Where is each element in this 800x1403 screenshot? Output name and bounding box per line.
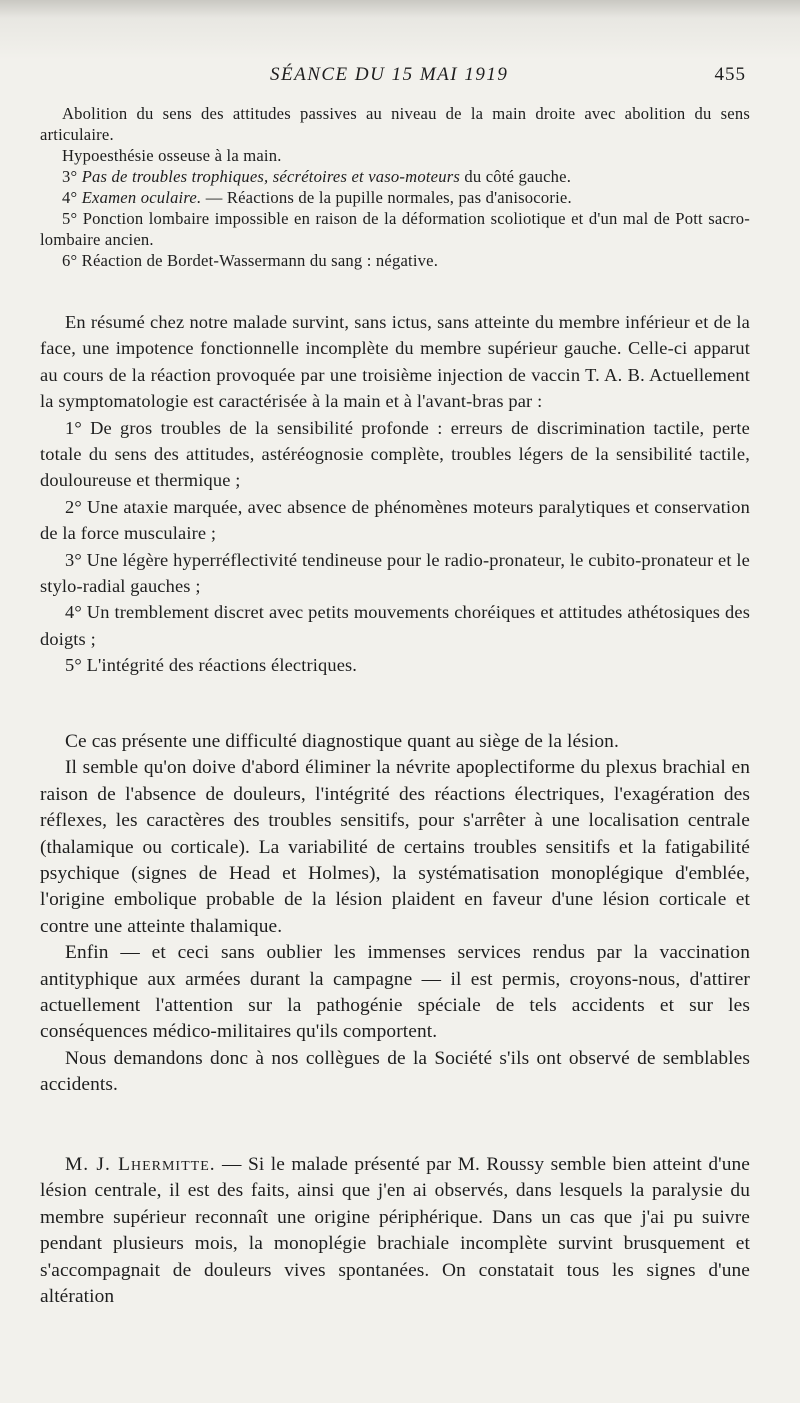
lhermitte-section <box>40 1152 750 1310</box>
exam-item-number: 4° <box>62 188 78 207</box>
discussion-section <box>40 729 750 1099</box>
running-title: SÉANCE DU 15 MAI 1919 <box>270 64 509 85</box>
exam-paragraph-lumbar: 5° Ponction lombaire impossible en raison de la déformation scoliotique et d'un mal de Pott sacro-lombaire ancien. <box>40 209 750 249</box>
page-header <box>0 64 800 92</box>
exam-item-title: Examen oculaire. <box>81 188 202 207</box>
exam-item-number: 3° <box>62 167 78 186</box>
lhermitte-paragraph <box>40 1152 750 1310</box>
exam-item-title: Pas de troubles trophiques, sécrétoires et vaso-moteurs <box>81 167 461 186</box>
lhermitte-text: — Si le malade présenté par M. Roussy semble bien atteint d'une lésion centrale, il est des faits, ainsi que j'en ai observés, dans lesquels la paralysie du membre supérieur reconnaît une origine périphérique. Dans un cas que j'ai pu suivre pendant plusieurs mois, la monoplégie brachiale incomplète survint brusquement et s'accompagnait de douleurs vives spontanées. On constatait tous les signes d'une altération <box>40 1154 751 1308</box>
discussion-paragraph-3: Enfin — et ceci sans oublier les immenses services rendus par la vaccination antityphique aux armées durant la campagne — il est permis, croyons-nous, d'attirer actuellement l'attention sur la pathogénie spéciale de tels accidents et sur les conséquences médico-militaires qu'ils comportent. <box>40 942 750 1043</box>
summary-item-4: 4° Un tremblement discret avec petits mouvements choréiques et attitudes athétosiques des doigts ; <box>40 602 750 649</box>
summary-section <box>40 309 750 679</box>
summary-item-3: 3° Une légère hyperréflectivité tendineuse pour le radio-pronateur, le cubito-pronateur et le stylo-radial gauches ; <box>40 549 750 597</box>
discussion-paragraph-2: Il semble qu'on doive d'abord éliminer la névrite apoplectiforme du plexus brachial en raison de l'absence de douleurs, l'intégrité des réactions électriques, l'exagération des réflexes, les caractères des troubles sensitifs, pour s'arrêter à une localisation centrale (thalamique ou corticale). La variabilité de certains troubles sensitifs et la fatigabilité psychique (signes de Head et Holmes), la systématisation monoplégique d'emblée, l'origine embolique probable de la lésion plaident en faveur d'une lésion corticale et contre une atteinte thalamique. <box>40 757 750 937</box>
summary-item-1: 1° De gros troubles de la sensibilité profonde : erreurs de discrimination tactile, perte totale du sens des attitudes, astéréognosie complète, troubles légers de la sensibilité tactile, douloureuse et thermique ; <box>40 417 750 491</box>
speaker-name: M. J. Lhermitte. <box>65 1154 216 1175</box>
summary-intro: En résumé chez notre malade survint, sans ictus, sans atteinte du membre inférieur et de la face, une impotence fonctionnelle incomplète du membre supérieur gauche. Celle-ci apparut au cours de la réaction provoquée par une troisième injection de vaccin T. A. B. Actuellement la symptomatologie est caractérisée à la main et à l'avant-bras par : <box>40 312 750 412</box>
exam-findings-section <box>40 103 750 271</box>
exam-paragraph-attitudes: Abolition du sens des attitudes passives au niveau de la main droite avec abolition du sens articulaire. <box>40 104 750 144</box>
exam-paragraph-wassermann: 6° Réaction de Bordet-Wassermann du sang : négative. <box>62 251 439 270</box>
discussion-paragraph-1: Ce cas présente une difficulté diagnostique quant au siège de la lésion. <box>65 731 619 752</box>
exam-item-text: du côté gauche. <box>464 167 572 186</box>
page-top-edge-shadow <box>0 0 800 60</box>
exam-paragraph-hypoesthesia: Hypoesthésie osseuse à la main. <box>62 146 282 165</box>
exam-paragraph-trophic <box>40 166 750 187</box>
exam-item-text: — Réactions de la pupille normales, pas d'anisocorie. <box>205 188 572 207</box>
exam-paragraph-ocular <box>40 187 750 208</box>
page-number: 455 <box>714 64 746 85</box>
summary-item-2: 2° Une ataxie marquée, avec absence de phénomènes moteurs paralytiques et conservation de la force musculaire ; <box>40 496 750 544</box>
summary-item-5: 5° L'intégrité des réactions électriques. <box>65 655 358 676</box>
discussion-paragraph-4: Nous demandons donc à nos collègues de la Société s'ils ont observé de semblables accidents. <box>40 1047 750 1096</box>
